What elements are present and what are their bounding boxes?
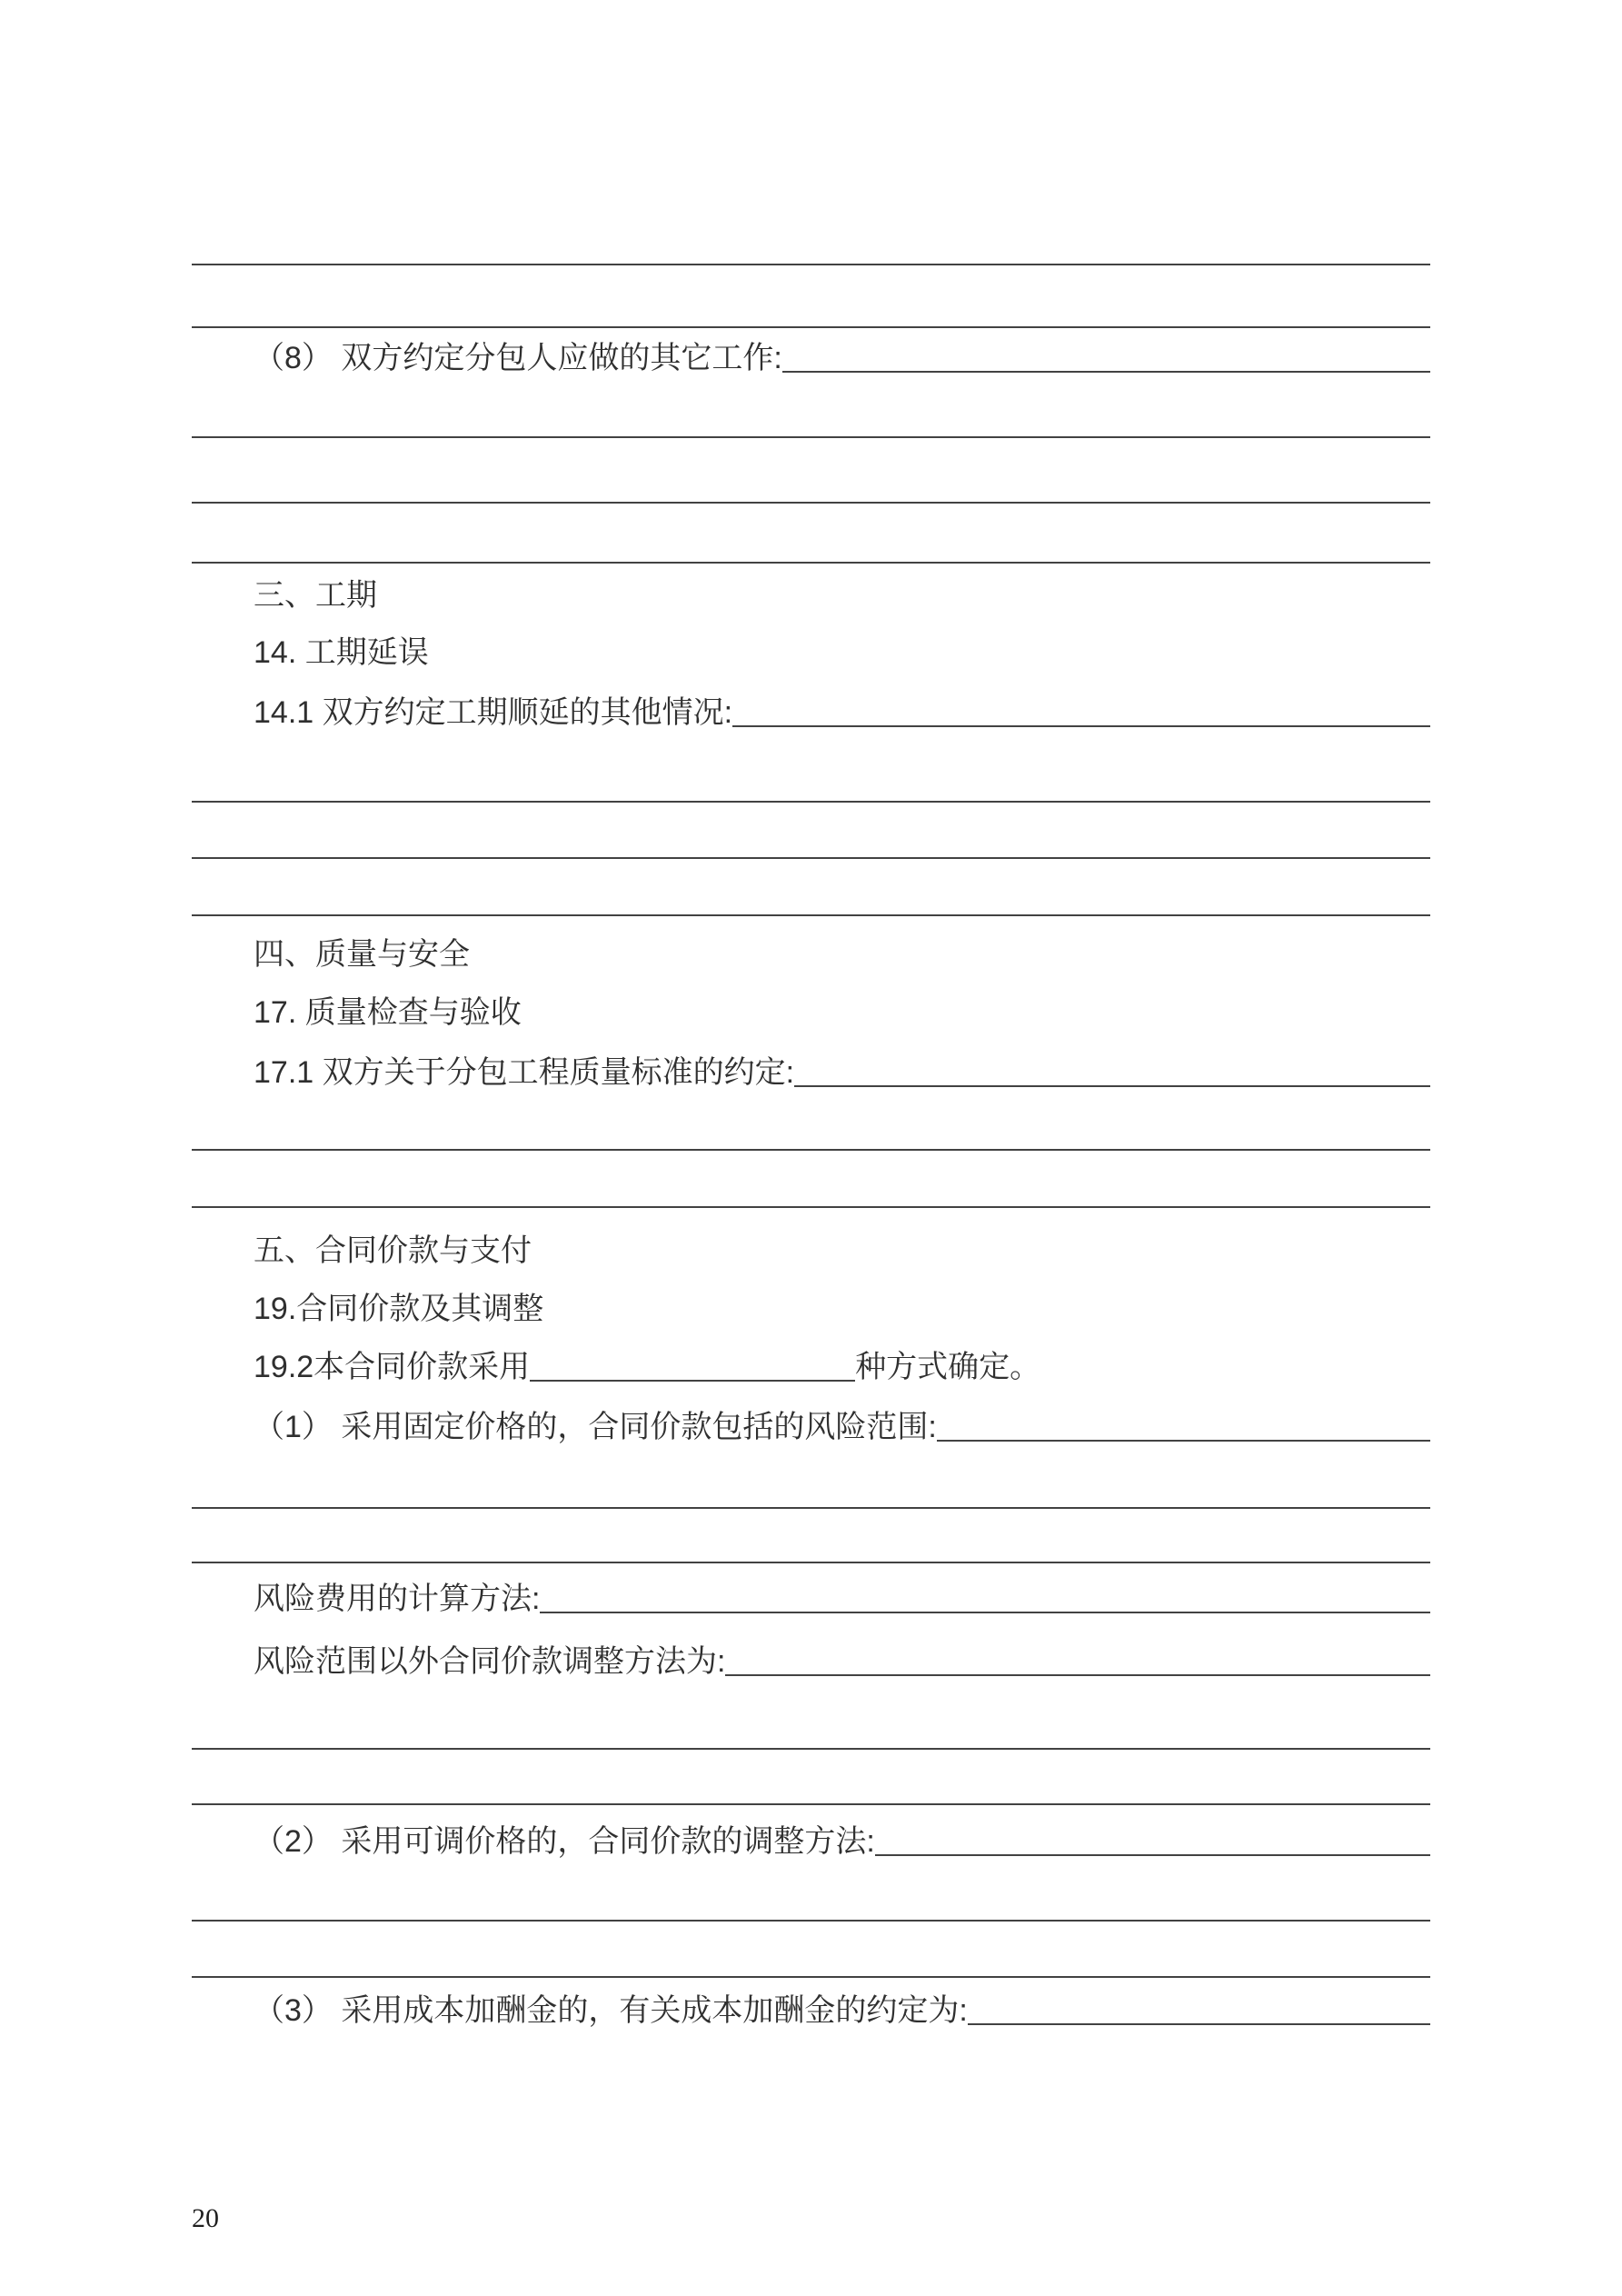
clause-price-1-label: （1） 采用固定价格的，合同价款包括的风险范围: <box>254 1410 937 1444</box>
clause-14-1-label: 14.1 双方约定工期顺延的其他情况: <box>254 695 733 730</box>
clause-17-1-row <box>254 1053 1430 1093</box>
clause-price-2-row <box>254 1822 1430 1862</box>
risk-adjust-method-fill-line <box>725 1674 1430 1676</box>
risk-fee-method-label: 风险费用的计算方法: <box>254 1582 541 1616</box>
clause-17-1-fill-line <box>794 1085 1430 1087</box>
clause-price-3-fill-line <box>968 2023 1430 2025</box>
ruled-line <box>192 436 1430 438</box>
clause-8-label: （8） 双方约定分包人应做的其它工作: <box>254 341 782 375</box>
ruled-line <box>192 857 1430 859</box>
ruled-line <box>192 326 1430 328</box>
risk-fee-method-row <box>254 1579 1430 1620</box>
ruled-line <box>192 264 1430 265</box>
item-17-inspection-heading: 17. 质量检查与验收 <box>254 995 522 1030</box>
ruled-line <box>192 914 1430 916</box>
clause-8-fill-line <box>782 371 1430 373</box>
risk-fee-method-fill-line <box>540 1612 1430 1613</box>
clause-price-3-label: （3） 采用成本加酬金的，有关成本加酬金的约定为: <box>254 1993 968 2028</box>
clause-price-2-label: （2） 采用可调价格的，合同价款的调整方法: <box>254 1824 875 1859</box>
clause-price-3-row <box>254 1991 1430 2031</box>
ruled-line <box>192 801 1430 803</box>
section-heading-duration: 三、工期 <box>254 578 377 613</box>
ruled-line <box>192 502 1430 504</box>
risk-adjust-method-row <box>254 1642 1430 1682</box>
ruled-line <box>192 1748 1430 1750</box>
clause-19-2-inline-blank <box>530 1380 855 1382</box>
item-19-price-adjust-heading: 19.合同价款及其调整 <box>254 1292 544 1326</box>
ruled-line <box>192 1507 1430 1509</box>
item-14-delay-heading: 14. 工期延误 <box>254 635 429 670</box>
clause-14-1-fill-line <box>732 725 1430 727</box>
clause-17-1-label: 17.1 双方关于分包工程质量标准的约定: <box>254 1055 795 1090</box>
clause-14-1-row <box>254 693 1430 734</box>
clause-19-2-row <box>254 1347 1430 1388</box>
clause-price-2-fill-line <box>875 1854 1430 1856</box>
ruled-line <box>192 1562 1430 1563</box>
clause-price-1-fill-line <box>937 1440 1430 1442</box>
ruled-line <box>192 1976 1430 1978</box>
risk-adjust-method-label: 风险范围以外合同价款调整方法为: <box>254 1644 726 1679</box>
section-heading-quality-safety: 四、质量与安全 <box>254 937 470 972</box>
section-heading-price-payment: 五、合同价款与支付 <box>254 1233 532 1268</box>
clause-19-2-suffix: 种方式确定。 <box>855 1350 1041 1384</box>
clause-19-2-prefix: 19.2本合同价款采用 <box>254 1350 531 1384</box>
page-number: 20 <box>192 2203 219 2233</box>
ruled-line <box>192 1920 1430 1922</box>
clause-8-row <box>254 338 1430 379</box>
ruled-line <box>192 562 1430 564</box>
ruled-line <box>192 1206 1430 1208</box>
ruled-line <box>192 1803 1430 1805</box>
clause-price-1-row <box>254 1407 1430 1448</box>
ruled-line <box>192 1149 1430 1151</box>
